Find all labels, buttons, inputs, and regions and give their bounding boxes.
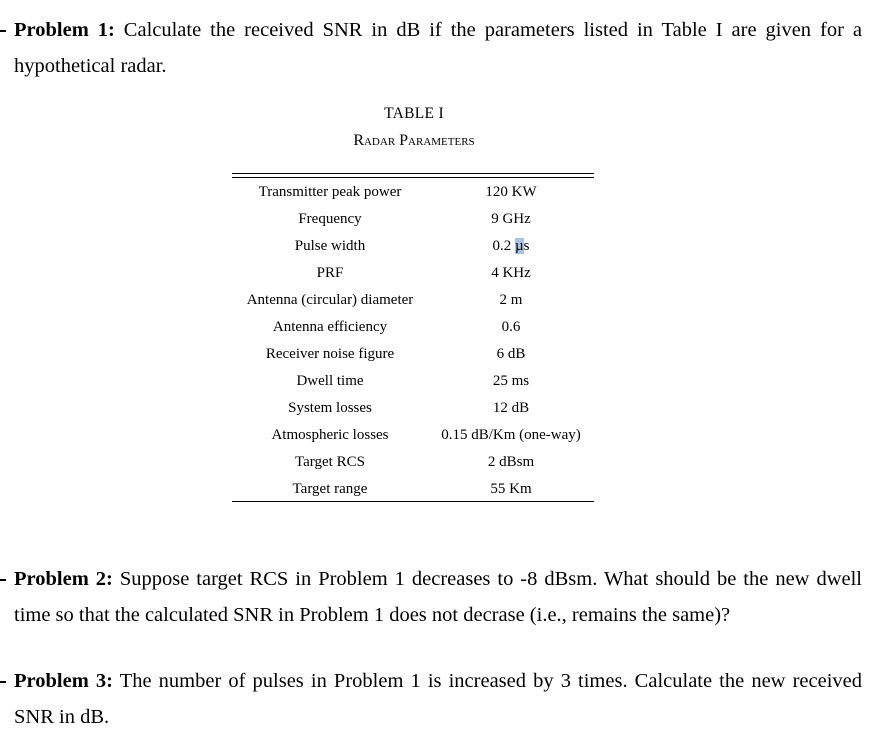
value-prefix: 0.2 (492, 238, 515, 254)
param-name: Receiver noise figure (265, 346, 395, 362)
param-value: 0.15 dB/Km (one-way) (441, 427, 581, 443)
param-name: Target RCS (295, 454, 365, 470)
table-row (232, 233, 594, 260)
table-row (232, 341, 594, 368)
param-name: Pulse width (294, 238, 366, 254)
table-row (232, 314, 594, 341)
table-top-rule-inner (232, 177, 594, 178)
table-row (232, 206, 594, 233)
bullet-marker (0, 30, 6, 32)
table-row (232, 368, 594, 395)
param-value: 2 dBsm (487, 454, 535, 470)
table-row (232, 476, 594, 503)
table-top-rule (232, 173, 594, 174)
table-row (232, 179, 594, 206)
param-name: System losses (288, 400, 372, 416)
problem-2-text: Suppose target RCS in Problem 1 decreases to -8 dBsm. What should be the new dwell time so that the calculated SNR in Problem 1 does not decrase (i.e., remains the same)? (14, 568, 862, 626)
selected-text-highlight[interactable]: µ (515, 238, 524, 254)
param-value: 9 GHz (491, 211, 531, 227)
param-name: PRF (316, 265, 344, 281)
param-value: 25 ms (492, 373, 530, 389)
table-row (232, 260, 594, 287)
param-value: 4 KHz (491, 265, 531, 281)
param-value: 2 m (499, 292, 523, 308)
problem-3-paragraph (14, 663, 862, 735)
param-value: 0.6 (501, 319, 521, 335)
param-name: Target range (292, 481, 368, 497)
param-value: 12 dB (492, 400, 530, 416)
problem-1-text: Calculate the received SNR in dB if the parameters listed in Table I are given for a hypothetical radar. (14, 19, 862, 77)
problem-1-label: Problem 1: (14, 19, 115, 41)
param-name: Atmospheric losses (271, 427, 389, 443)
param-name: Transmitter peak power (258, 184, 402, 200)
bullet-marker (0, 579, 6, 581)
table-label: TABLE I (384, 105, 444, 122)
problem-1-paragraph (14, 12, 862, 84)
problem-3-label: Problem 3: (14, 670, 113, 692)
param-value (428, 233, 594, 260)
param-value: 6 dB (496, 346, 526, 362)
table-row (232, 395, 594, 422)
table-title: Radar Parameters (353, 132, 475, 149)
param-name: Antenna efficiency (272, 319, 388, 335)
table-row (232, 422, 594, 449)
param-name: Antenna (circular) diameter (246, 292, 414, 308)
table-row (232, 449, 594, 476)
problem-2-label: Problem 2: (14, 568, 113, 590)
bullet-marker (0, 681, 6, 683)
param-value: 120 KW (485, 184, 537, 200)
param-value: 55 Km (490, 481, 532, 497)
param-name: Dwell time (296, 373, 364, 389)
problem-2-paragraph (14, 561, 862, 633)
problem-3-text: The number of pulses in Problem 1 is increased by 3 times. Calculate the new received SNR in dB. (14, 670, 862, 728)
param-name: Frequency (298, 211, 362, 227)
value-suffix: s (523, 238, 530, 254)
table-row (232, 287, 594, 314)
